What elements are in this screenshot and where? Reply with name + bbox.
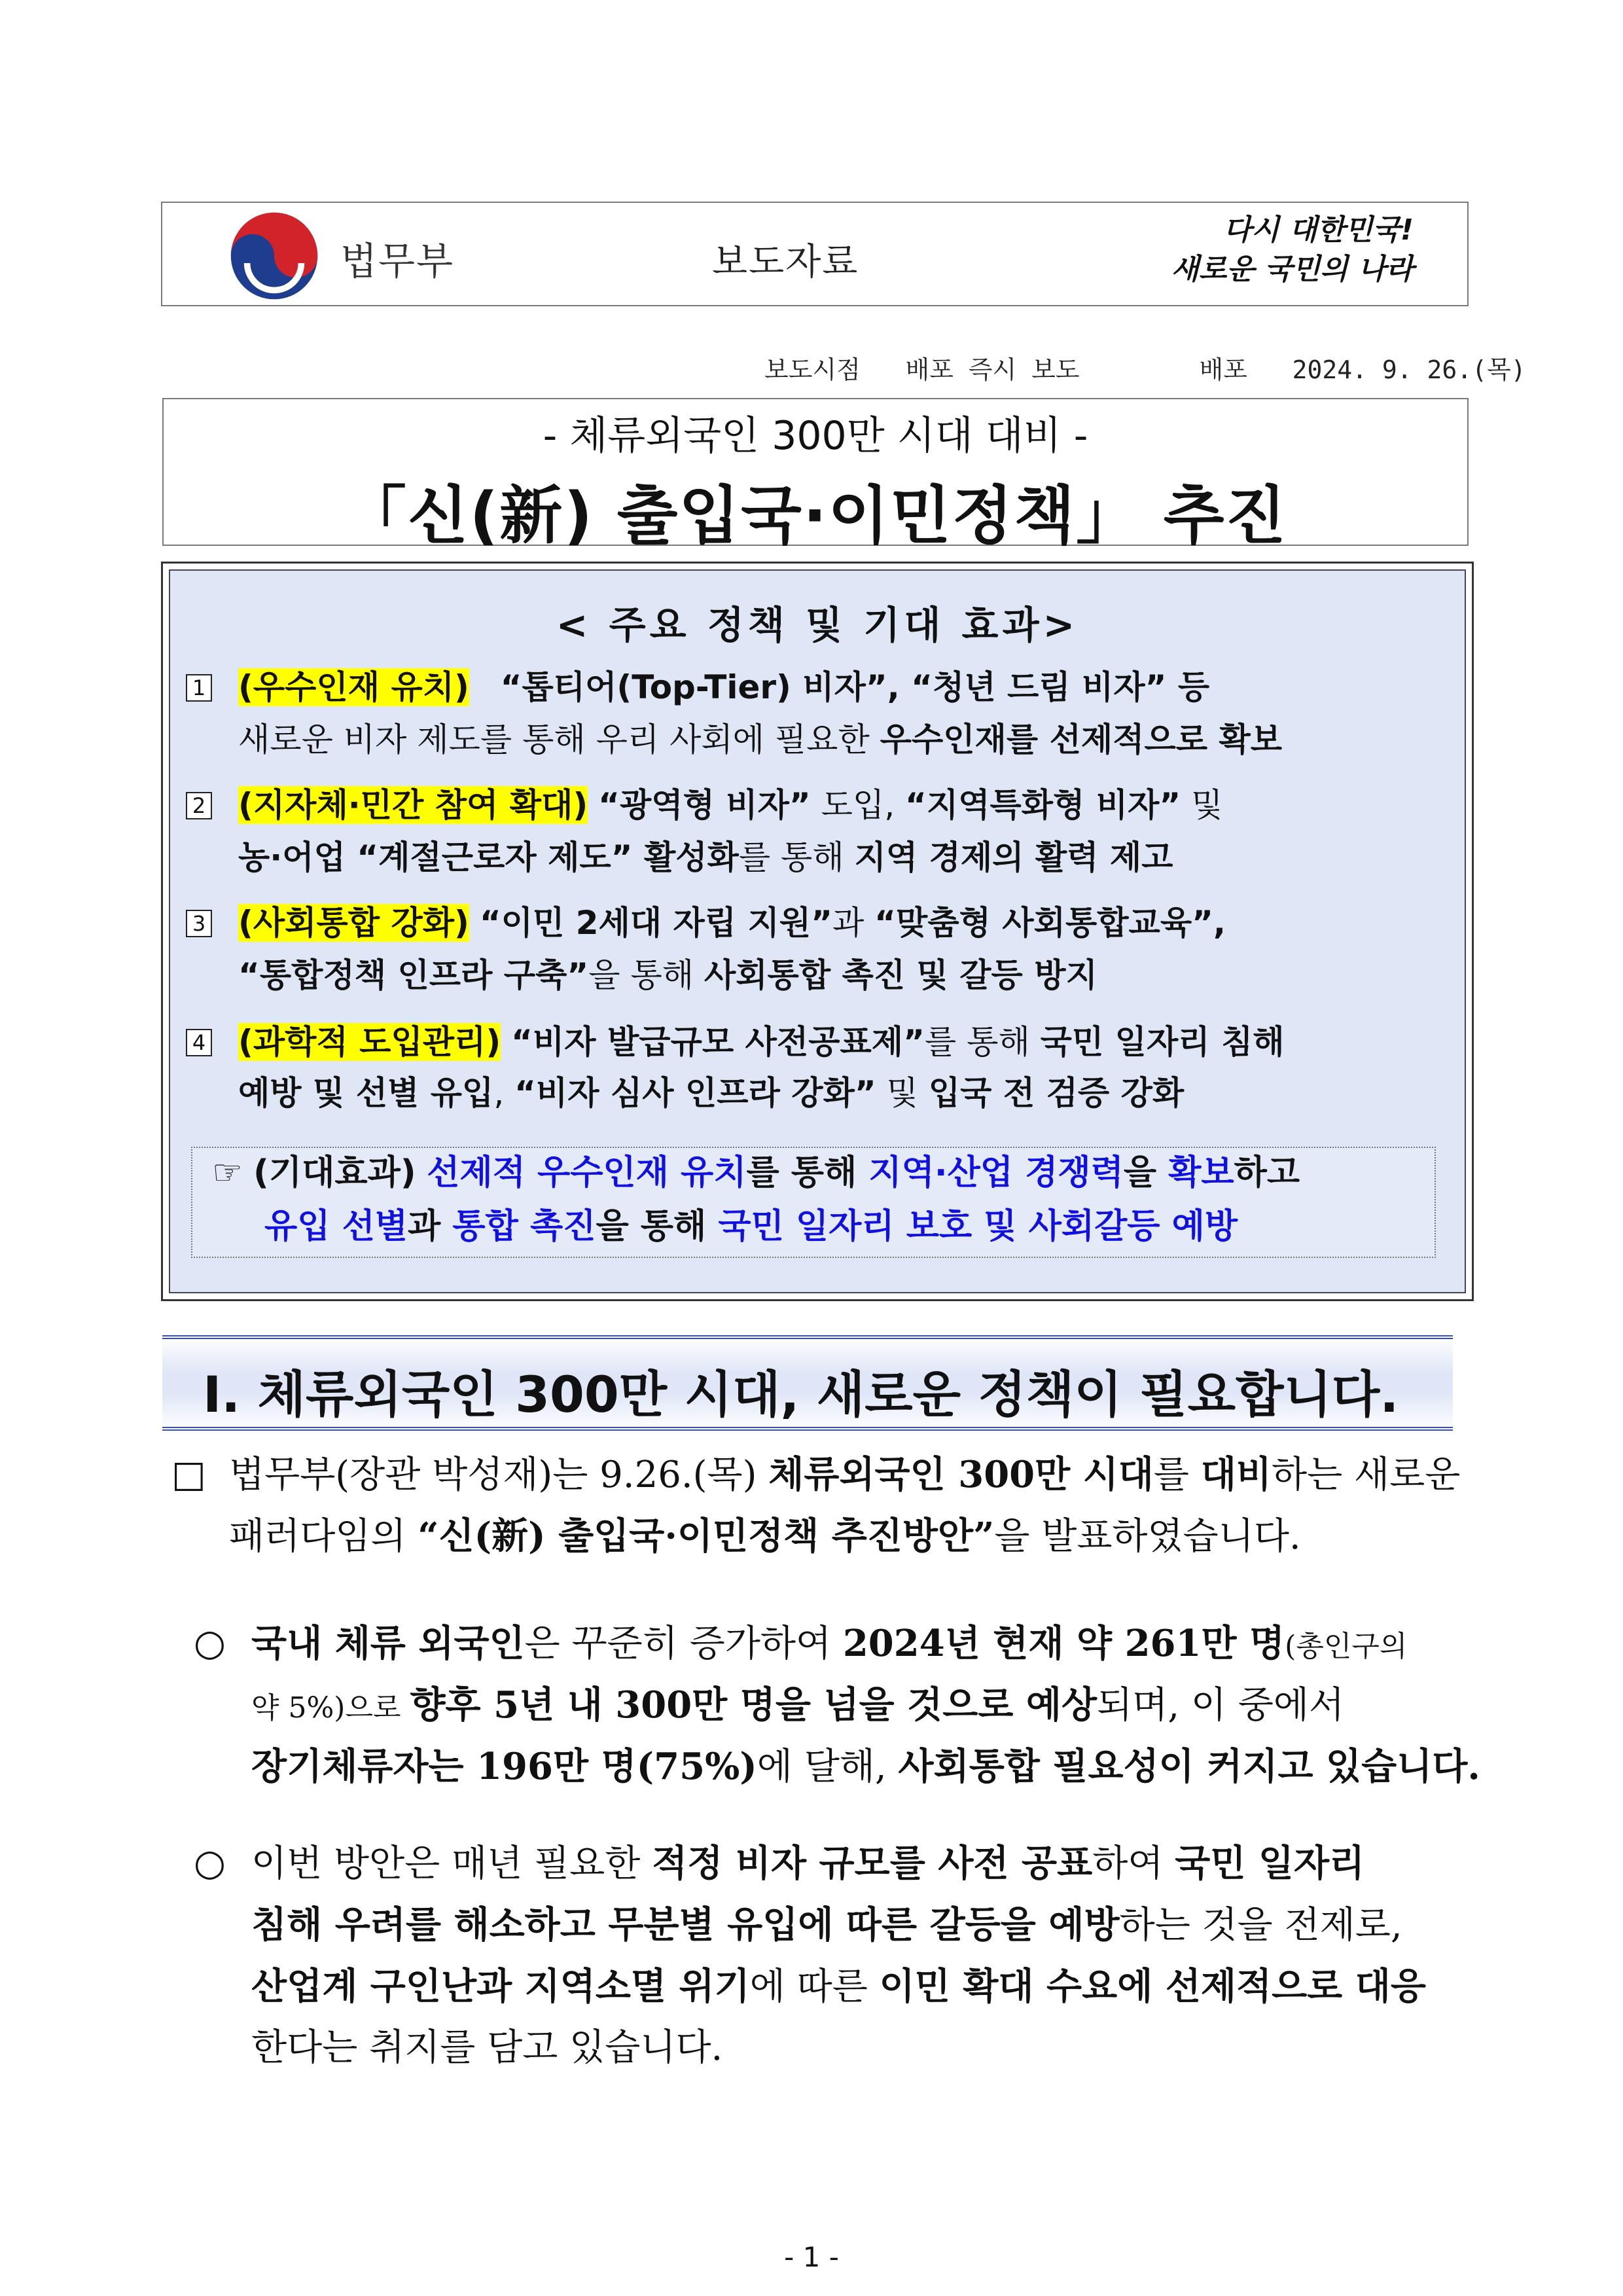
section-title: Ⅰ. 체류외국인 300만 시대, 새로운 정책이 필요합니다. xyxy=(203,1365,1399,1424)
policy-2-line-1: (지자체·민간 참여 확대) “광역형 비자” 도입, “지역특화형 비자” 및 xyxy=(238,786,1223,824)
distribution-label: 배포 xyxy=(1199,355,1247,384)
policy-3-tag: (사회통합 강화) xyxy=(238,904,469,942)
document-type: 보도자료 xyxy=(712,241,859,283)
policy-number-2: 2 xyxy=(186,792,212,819)
policy-1-line-1: (우수인재 유치) “톱티어(Top-Tier) 비자”, “청년 드림 비자” 등 xyxy=(238,668,1210,706)
paragraph-3-line-4: 한다는 취지를 담고 있습니다. xyxy=(251,2026,723,2069)
paragraph-1-line-2: 패러다임의 “신(新) 출입국·이민정책 추진방안”을 발표하였습니다. xyxy=(229,1515,1301,1558)
release-label: 보도시점 xyxy=(764,355,861,384)
policy-number-4: 4 xyxy=(186,1029,212,1056)
government-emblem-icon xyxy=(229,211,319,301)
paragraph-2-line-3: 장기체류자는 196만 명(75%)에 달해, 사회통합 필요성이 커지고 있습니다. xyxy=(251,1745,1480,1788)
paragraph-2-line-2: 약 5%)으로 향후 5년 내 300만 명을 넘을 것으로 예상되며, 이 중에서 xyxy=(251,1683,1345,1727)
pointing-hand-icon: ☞ xyxy=(212,1153,243,1193)
release-info xyxy=(764,350,1526,386)
policy-number-3: 3 xyxy=(186,910,212,937)
section-rule-bottom xyxy=(162,1427,1453,1431)
slogan-line-2: 새로운 국민의 나라 xyxy=(1171,253,1414,286)
policy-2-line-2: 농·어업 “계절근로자 제도” 활성화를 통해 지역 경제의 활력 제고 xyxy=(238,838,1173,876)
paragraph-2-bullet: ○ xyxy=(194,1622,226,1664)
key-policies-heading: < 주요 정책 및 기대 효과> xyxy=(556,603,1079,647)
paragraph-3-bullet: ○ xyxy=(194,1842,226,1884)
policy-1-tag: (우수인재 유치) xyxy=(238,668,469,706)
policy-1-line-2: 새로운 비자 제도를 통해 우리 사회에 필요한 우수인재를 선제적으로 확보 xyxy=(238,721,1283,759)
paragraph-1-bullet: □ xyxy=(171,1453,206,1496)
paragraph-1-line-1: 법무부(장관 박성재)는 9.26.(목) 체류외국인 300만 시대를 대비하는 새로운 xyxy=(229,1453,1461,1496)
effect-label: (기대효과) xyxy=(253,1153,416,1193)
slogan-line-1: 다시 대한민국! xyxy=(1223,213,1414,247)
subtitle: - 체류외국인 300만 시대 대비 - xyxy=(543,413,1088,459)
ministry-name: 법무부 xyxy=(340,239,455,283)
effect-line-1: ☞ (기대효과) 선제적 우수인재 유치를 통해 지역·산업 경쟁력을 확보하고 xyxy=(212,1153,1300,1193)
paragraph-3-line-1: 이번 방안은 매년 필요한 적정 비자 규모를 사전 공표하여 국민 일자리 xyxy=(251,1842,1365,1885)
main-title: 「신(新) 출입국·이민정책」 추진 xyxy=(343,479,1288,552)
page-number: - 1 - xyxy=(784,2241,839,2273)
policy-3-line-1: (사회통합 강화) “이민 2세대 자립 지원”과 “맞춤형 사회통합교육”, xyxy=(238,904,1226,942)
section-rule-top xyxy=(162,1335,1453,1339)
policy-4-tag: (과학적 도입관리) xyxy=(238,1023,501,1061)
policy-4-line-1: (과학적 도입관리) “비자 발급규모 사전공표제”를 통해 국민 일자리 침해 xyxy=(238,1023,1285,1061)
policy-2-tag: (지자체·민간 참여 확대) xyxy=(238,786,588,824)
release-date: 2024. 9. 26.(목) xyxy=(1292,355,1526,384)
policy-number-1: 1 xyxy=(186,674,212,702)
paragraph-2-line-1: 국내 체류 외국인은 꾸준히 증가하여 2024년 현재 약 261만 명(총인구의 xyxy=(251,1622,1408,1665)
effect-line-2: 유입 선별과 통합 촉진을 통해 국민 일자리 보호 및 사회갈등 예방 xyxy=(264,1207,1238,1246)
policy-3-line-2: “통합정책 인프라 구축”을 통해 사회통합 촉진 및 갈등 방지 xyxy=(238,956,1097,994)
paragraph-3-line-3: 산업계 구인난과 지역소멸 위기에 따른 이민 확대 수요에 선제적으로 대응 xyxy=(251,1965,1426,2008)
policy-4-line-2: 예방 및 선별 유입, “비자 심사 인프라 강화” 및 입국 전 검증 강화 xyxy=(238,1074,1185,1112)
paragraph-3-line-2: 침해 우려를 해소하고 무분별 유입에 따른 갈등을 예방하는 것을 전제로, xyxy=(251,1903,1402,1946)
slogan xyxy=(1106,211,1414,296)
release-timing: 배포 즉시 보도 xyxy=(905,355,1080,384)
